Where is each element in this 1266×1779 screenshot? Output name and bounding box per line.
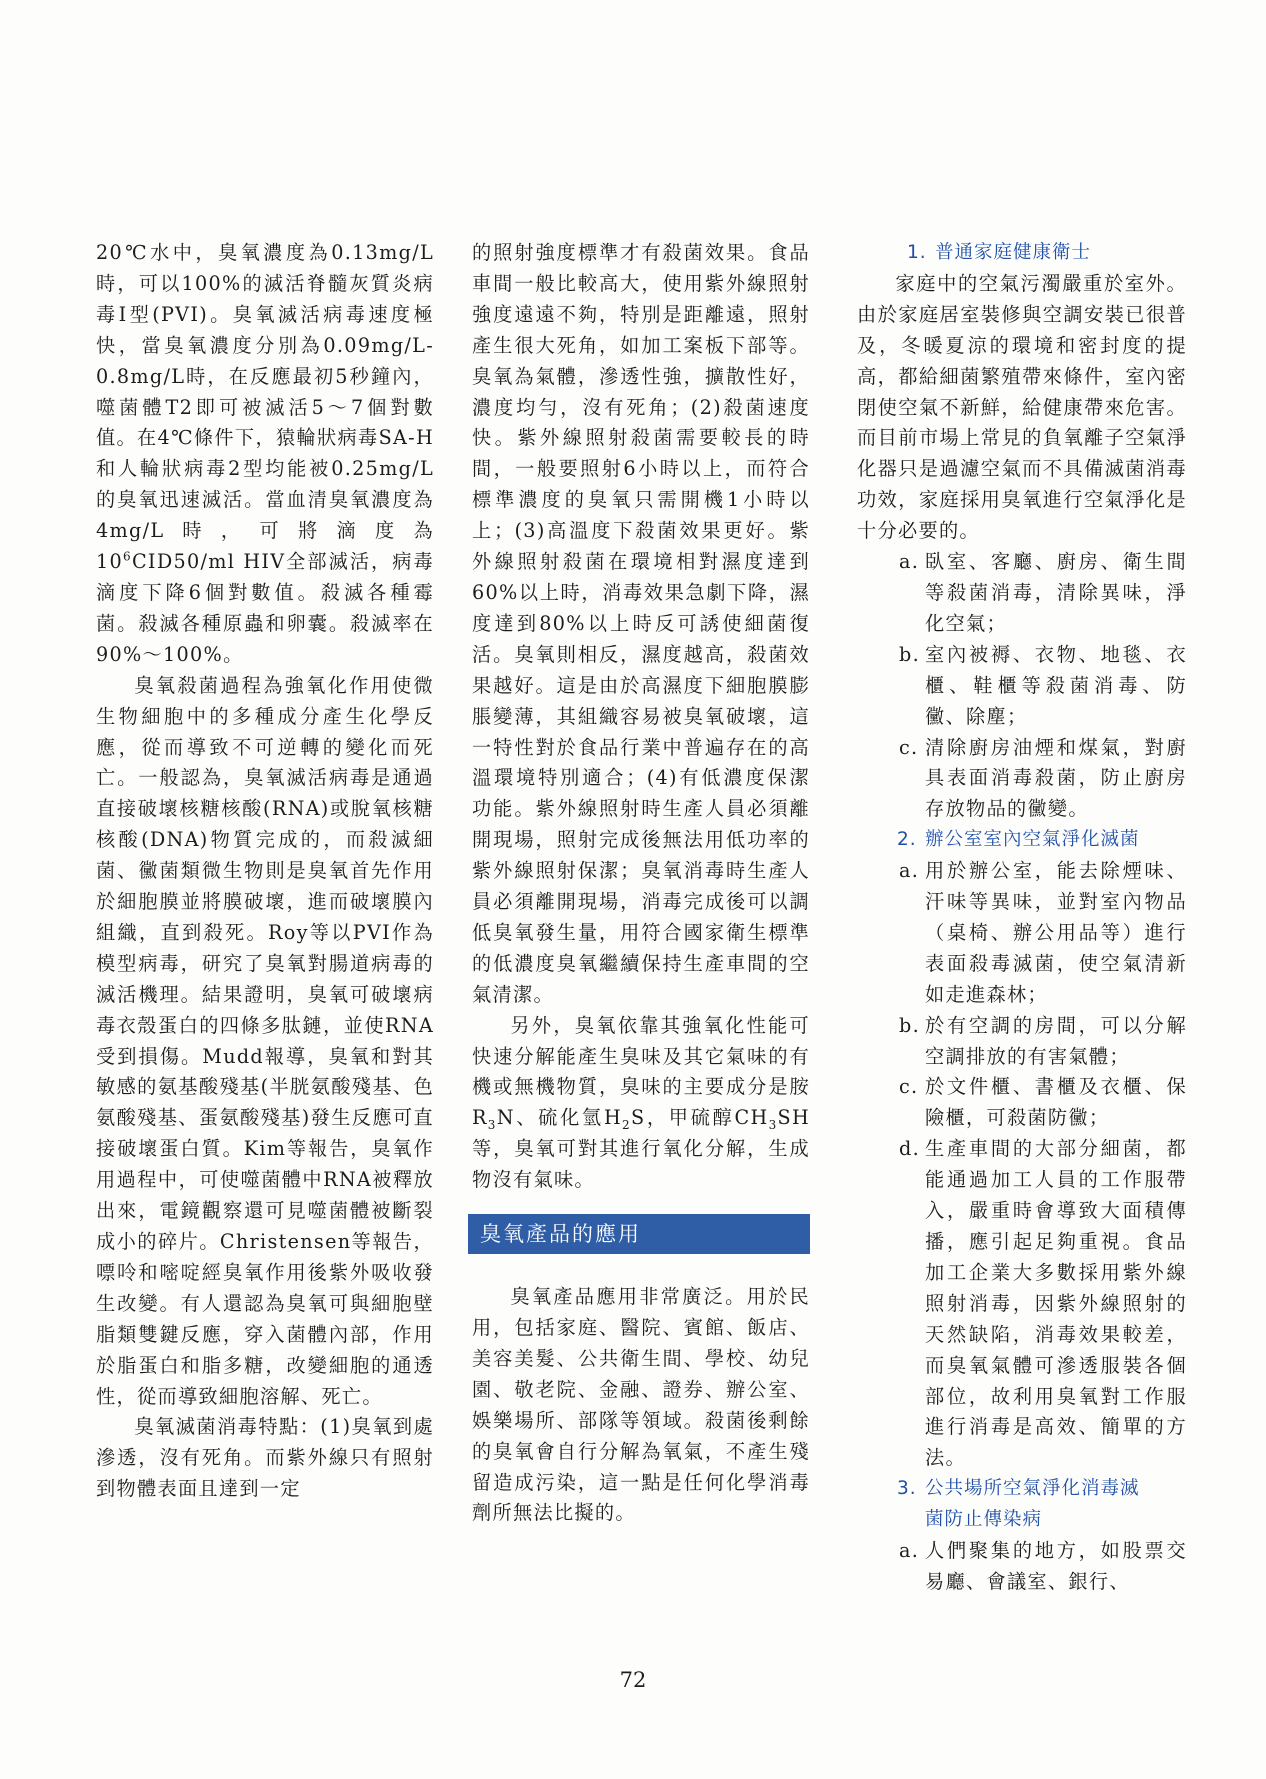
list-item	[857, 733, 1187, 826]
list-marker: a.	[899, 859, 920, 883]
list-item	[857, 1011, 1187, 1073]
list	[857, 856, 1187, 1474]
list-item-text: 人們聚集的地方，如股票交易廳、會議室、銀行、	[925, 1539, 1187, 1593]
list-item	[857, 640, 1187, 733]
list-item-text: 生產車間的大部分細菌，都能通過加工人員的工作服帶入，嚴重時會導致大面積傳播，應引起足夠重視。食品加工企業大多數採用紫外線照射消毒，因紫外線照射的天然缺陷，消毒效果較差，而臭氧氣體可滲透服裝各個部位，故利用臭氧對工作服進行消毒是高效、簡單的方法。	[925, 1137, 1187, 1470]
list-item	[857, 547, 1187, 640]
list-item-text: 室內被褥、衣物、地毯、衣櫃、鞋櫃等殺菌消毒、防黴、除塵；	[925, 642, 1187, 728]
column-right	[857, 238, 1187, 1598]
list-item	[857, 1134, 1187, 1474]
list-item-text: 於有空調的房間，可以分解空調排放的有害氣體；	[925, 1013, 1187, 1068]
column-middle	[472, 238, 810, 1529]
paragraph: 另外，臭氧依靠其強氧化性能可快速分解能產生臭味及其它氣味的有機或無機物質，臭味的主要成分是胺$R_3N$、硫化氫$H_2S$，甲硫醇$CH_3SH$等，臭氧可對其進行氧化分解，生成物沒有氣味。	[472, 1013, 810, 1192]
list-item	[857, 856, 1187, 1011]
section-title: 臭氧產品的應用	[468, 1214, 810, 1254]
paragraph: 臭氧產品應用非常廣泛。用於民用，包括家庭、醫院、賓館、飯店、美容美髮、公共衛生間、學校、幼兒園、敬老院、金融、證券、辦公室、娛樂場所、部隊等領域。殺菌後剩餘的臭氧會自行分解為氧氣，不產生殘留造成污染，這一點是任何化學消毒劑所無法比擬的。	[472, 1285, 810, 1525]
subheading: 1. 普通家庭健康衛士	[907, 242, 1092, 263]
list-marker: d.	[899, 1137, 920, 1161]
list-item	[857, 1536, 1187, 1598]
list-marker: c.	[899, 735, 919, 759]
list-marker: b.	[899, 642, 920, 666]
subheading: 2. 辦公室室內空氣淨化滅菌	[897, 829, 1140, 851]
list-item-text: 清除廚房油煙和煤氣，對廚具表面消毒殺菌，防止廚房存放物品的黴變。	[925, 735, 1187, 821]
list-marker: c.	[899, 1075, 919, 1099]
list	[857, 547, 1187, 825]
list-item-text: 臥室、客廳、廚房、衛生間等殺菌消毒，清除異味，淨化空氣；	[925, 550, 1187, 635]
column-left	[96, 238, 434, 1505]
page-number: 72	[619, 1668, 647, 1692]
list-marker: a.	[899, 1539, 920, 1563]
list-item-text: 用於辦公室，能去除煙味、汗味等異味，並對室內物品（桌椅、辦公用品等）進行表面殺毒滅菌，使空氣清新如走進森林；	[925, 859, 1187, 1006]
list-marker: b.	[899, 1013, 920, 1037]
list	[857, 1536, 1187, 1598]
paragraph: 臭氧殺菌過程為強氧化作用使微生物細胞中的多種成分產生化學反應，從而導致不可逆轉的變化而死亡。一般認為，臭氧滅活病毒是通過直接破壞核糖核酸(RNA)或脫氧核糖核酸(DNA)物質完成的，而殺滅細菌、黴菌類微生物則是臭氧首先作用於細胞膜並將膜破壞，進而破壞膜內組織，直到殺死。Roy等以PVI作為模型病毒，研究了臭氧對腸道病毒的滅活機理。結果證明，臭氧可破壞病毒衣殼蛋白的四條多肽鏈，並使RNA受到損傷。Mudd報導，臭氧和對其敏感的氨基酸殘基(半胱氨酸殘基、色氨酸殘基、蛋氨酸殘基)發生反應可直接破壞蛋白質。Kim等報告，臭氧作用過程中，可使噬菌體中RNA被釋放出來，電鏡觀察還可見噬菌體被斷裂成小的碎片。Christensen等報告，嘌呤和嘧啶經臭氧作用後紫外吸收發生改變。有人還認為臭氧可與細胞壁脂類雙鍵反應，穿入菌體內部，作用於脂蛋白和脂多糖，改變細胞的通透性，從而導致細胞溶解、死亡。	[96, 673, 434, 1408]
subheading: 3. 公共場所空氣淨化消毒滅 菌防止傳染病	[897, 1478, 1140, 1531]
paragraph: 家庭中的空氣污濁嚴重於室外。由於家庭居室裝修與空調安裝已很普及，冬暖夏涼的環境和密封度的提高，都給細菌繁殖帶來條件，室內密閉使空氣不新鮮，給健康帶來危害。而目前市場上常見的負氧離子空氣淨化器只是過濾空氣而不具備滅菌消毒功效，家庭採用臭氧進行空氣淨化是十分必要的。	[857, 271, 1187, 543]
paragraph: 臭氧滅菌消毒特點：(1)臭氧到處滲透，沒有死角。而紫外線只有照射到物體表面且達到一定	[96, 1415, 434, 1501]
list-marker: a.	[899, 550, 920, 574]
paragraph: 的照射強度標準才有殺菌效果。食品車間一般比較高大，使用紫外線照射強度遠遠不夠，特別是距離遠，照射產生很大死角，如加工案板下部等。臭氧為氣體，滲透性強，擴散性好，濃度均勻，沒有死角；(2)殺菌速度快。紫外線照射殺菌需要較長的時間，一般要照射6小時以上，而符合標準濃度的臭氧只需開機1小時以上；(3)高溫度下殺菌效果更好。紫外線照射殺菌在環境相對濕度達到60%以上時，消毒效果急劇下降，濕度達到80%以上時反可誘使細菌復活。臭氧則相反，濕度越高，殺菌效果越好。這是由於高濕度下細胞膜膨脹變薄，其組織容易被臭氧破壞，這一特性對於食品行業中普遍存在的高溫環境特別適合；(4)有低濃度保潔功能。紫外線照射時生產人員必須離開現場，照射完成後無法用低功率的紫外線照射保潔；臭氧消毒時生產人員必須離開現場，消毒完成後可以調低臭氧發生量，用符合國家衛生標準的低濃度臭氧繼續保持生產車間的空氣清潔。	[472, 241, 810, 1006]
list-item	[857, 1072, 1187, 1134]
list-item-text: 於文件櫃、書櫃及衣櫃、保險櫃，可殺菌防黴；	[925, 1075, 1187, 1130]
paragraph: 20℃水中，臭氧濃度為0.13mg/L時，可以100%的滅活脊髓灰質炎病毒I型(PVI)。臭氧滅活病毒速度極快，當臭氧濃度分別為0.09mg/L-0.8mg/L時，在反應最初5秒鐘內，噬菌體T2即可被滅活5～7個對數值。在4℃條件下，猿輪狀病毒SA-H和人輪狀病毒2型均能被0.25mg/L的臭氧迅速滅活。當血清臭氧濃度為4mg/L時，可將滴度為$10^6CID50/ml$ HIV全部滅活，病毒滴度下降6個對數值。殺滅各種霉菌。殺滅各種原蟲和卵囊。殺滅率在90%～100%。	[96, 241, 434, 666]
